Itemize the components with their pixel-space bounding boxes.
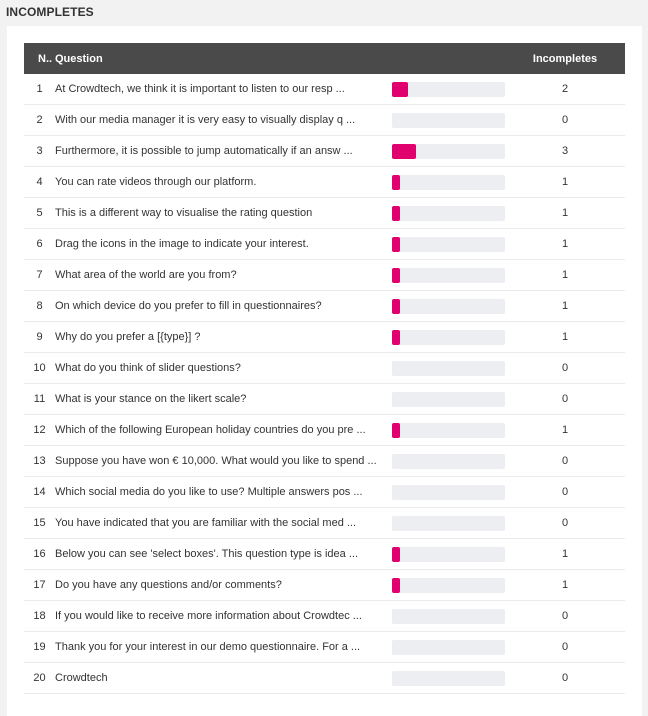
row-number: 20: [33, 672, 46, 684]
row-number: 10: [33, 362, 46, 374]
table-row: [24, 570, 625, 601]
incompletes-bar: [392, 237, 505, 252]
row-number: 17: [33, 579, 46, 591]
row-question: With our media manager it is very easy to visually display q ...: [55, 114, 356, 126]
row-incompletes: 3: [561, 145, 569, 157]
incompletes-bar: [392, 516, 505, 531]
incompletes-bar: [392, 485, 505, 500]
bar-track: [392, 423, 505, 438]
row-question: Suppose you have won € 10,000. What would you like to spend ...: [55, 455, 377, 467]
bar-fill: [392, 82, 408, 97]
bar-track: [392, 175, 505, 190]
row-question: Do you have any questions and/or comments?: [55, 579, 282, 591]
incompletes-bar: [392, 609, 505, 624]
bar-track: [392, 392, 505, 407]
row-question: What do you think of slider questions?: [55, 362, 241, 374]
row-incompletes: 0: [561, 672, 569, 684]
bar-fill: [392, 144, 416, 159]
bar-fill: [392, 175, 400, 190]
incompletes-bar: [392, 423, 505, 438]
bar-track: [392, 609, 505, 624]
header-num[interactable]: N..: [38, 52, 53, 65]
table-row: [24, 663, 625, 694]
row-incompletes: 1: [561, 176, 569, 188]
row-number: 3: [36, 145, 43, 157]
row-question: If you would like to receive more information about Crowdtec ...: [55, 610, 362, 622]
row-number: 13: [33, 455, 46, 467]
bar-track: [392, 516, 505, 531]
row-number: 18: [33, 610, 46, 622]
row-question: Drag the icons in the image to indicate your interest.: [55, 238, 309, 250]
row-number: 14: [33, 486, 46, 498]
table-header: [24, 43, 625, 74]
table-row: [24, 74, 625, 105]
bar-fill: [392, 268, 400, 283]
table-row: [24, 167, 625, 198]
row-incompletes: 1: [561, 579, 569, 591]
row-incompletes: 0: [561, 610, 569, 622]
bar-track: [392, 578, 505, 593]
bar-fill: [392, 237, 400, 252]
bar-fill: [392, 423, 400, 438]
header-question[interactable]: Question: [55, 52, 103, 65]
bar-track: [392, 299, 505, 314]
bar-track: [392, 361, 505, 376]
row-incompletes: 1: [561, 269, 569, 281]
row-incompletes: 1: [561, 207, 569, 219]
table-row: [24, 601, 625, 632]
row-question: Furthermore, it is possible to jump automatically if an answ ...: [55, 145, 353, 157]
table-row: [24, 477, 625, 508]
table-row: [24, 291, 625, 322]
row-number: 4: [36, 176, 43, 188]
bar-fill: [392, 299, 400, 314]
bar-fill: [392, 206, 400, 221]
bar-track: [392, 330, 505, 345]
bar-track: [392, 113, 505, 128]
row-number: 8: [36, 300, 43, 312]
row-number: 5: [36, 207, 43, 219]
row-number: 16: [33, 548, 46, 560]
table-row: [24, 508, 625, 539]
row-number: 1: [36, 83, 43, 95]
row-question: What is your stance on the likert scale?: [55, 393, 247, 405]
row-question: This is a different way to visualise the rating question: [55, 207, 313, 219]
row-question: Crowdtech: [55, 672, 108, 684]
row-question: You have indicated that you are familiar with the social med ...: [55, 517, 357, 529]
bar-track: [392, 82, 505, 97]
table-row: [24, 632, 625, 663]
incompletes-card: [7, 26, 642, 716]
bar-track: [392, 671, 505, 686]
incompletes-bar: [392, 175, 505, 190]
row-incompletes: 0: [561, 393, 569, 405]
row-number: 15: [33, 517, 46, 529]
bar-track: [392, 485, 505, 500]
bar-track: [392, 237, 505, 252]
row-incompletes: 0: [561, 455, 569, 467]
row-number: 7: [36, 269, 43, 281]
bar-track: [392, 268, 505, 283]
row-question: Why do you prefer a [{type}] ?: [55, 331, 201, 343]
incompletes-table: [24, 43, 625, 694]
row-incompletes: 1: [561, 300, 569, 312]
header-incompletes[interactable]: Incompletes: [532, 52, 598, 65]
row-number: 19: [33, 641, 46, 653]
row-question: Which of the following European holiday countries do you pre ...: [55, 424, 366, 436]
row-question: Below you can see 'select boxes'. This question type is idea ...: [55, 548, 358, 560]
table-row: [24, 105, 625, 136]
table-row: [24, 384, 625, 415]
table-row: [24, 415, 625, 446]
incompletes-bar: [392, 454, 505, 469]
incompletes-bar: [392, 113, 505, 128]
incompletes-bar: [392, 640, 505, 655]
row-question: You can rate videos through our platform.: [55, 176, 257, 188]
incompletes-bar: [392, 361, 505, 376]
bar-fill: [392, 578, 400, 593]
row-question: Which social media do you like to use? Multiple answers pos ...: [55, 486, 363, 498]
row-question: On which device do you prefer to fill in questionnaires?: [55, 300, 322, 312]
table-row: [24, 322, 625, 353]
row-number: 9: [36, 331, 43, 343]
bar-track: [392, 206, 505, 221]
row-incompletes: 0: [561, 641, 569, 653]
row-incompletes: 2: [561, 83, 569, 95]
bar-track: [392, 454, 505, 469]
table-row: [24, 198, 625, 229]
row-number: 12: [33, 424, 46, 436]
row-incompletes: 1: [561, 424, 569, 436]
incompletes-bar: [392, 82, 505, 97]
row-incompletes: 0: [561, 517, 569, 529]
section-title: INCOMPLETES: [6, 5, 94, 19]
incompletes-bar: [392, 547, 505, 562]
incompletes-bar: [392, 299, 505, 314]
row-incompletes: 1: [561, 238, 569, 250]
table-row: [24, 353, 625, 384]
row-incompletes: 1: [561, 331, 569, 343]
row-incompletes: 0: [561, 114, 569, 126]
table-body: [24, 74, 625, 694]
row-incompletes: 1: [561, 548, 569, 560]
incompletes-bar: [392, 578, 505, 593]
table-row: [24, 539, 625, 570]
row-question: At Crowdtech, we think it is important to listen to our resp ...: [55, 83, 345, 95]
incompletes-bar: [392, 392, 505, 407]
row-number: 11: [33, 393, 46, 405]
table-row: [24, 136, 625, 167]
bar-track: [392, 547, 505, 562]
row-question: What area of the world are you from?: [55, 269, 237, 281]
bar-track: [392, 640, 505, 655]
incompletes-bar: [392, 671, 505, 686]
table-row: [24, 229, 625, 260]
bar-fill: [392, 330, 400, 345]
row-incompletes: 0: [561, 486, 569, 498]
incompletes-bar: [392, 206, 505, 221]
incompletes-bar: [392, 330, 505, 345]
incompletes-bar: [392, 144, 505, 159]
row-question: Thank you for your interest in our demo questionnaire. For a ...: [55, 641, 361, 653]
row-incompletes: 0: [561, 362, 569, 374]
incompletes-bar: [392, 268, 505, 283]
bar-fill: [392, 547, 400, 562]
row-number: 2: [36, 114, 43, 126]
table-row: [24, 260, 625, 291]
table-row: [24, 446, 625, 477]
row-number: 6: [36, 238, 43, 250]
